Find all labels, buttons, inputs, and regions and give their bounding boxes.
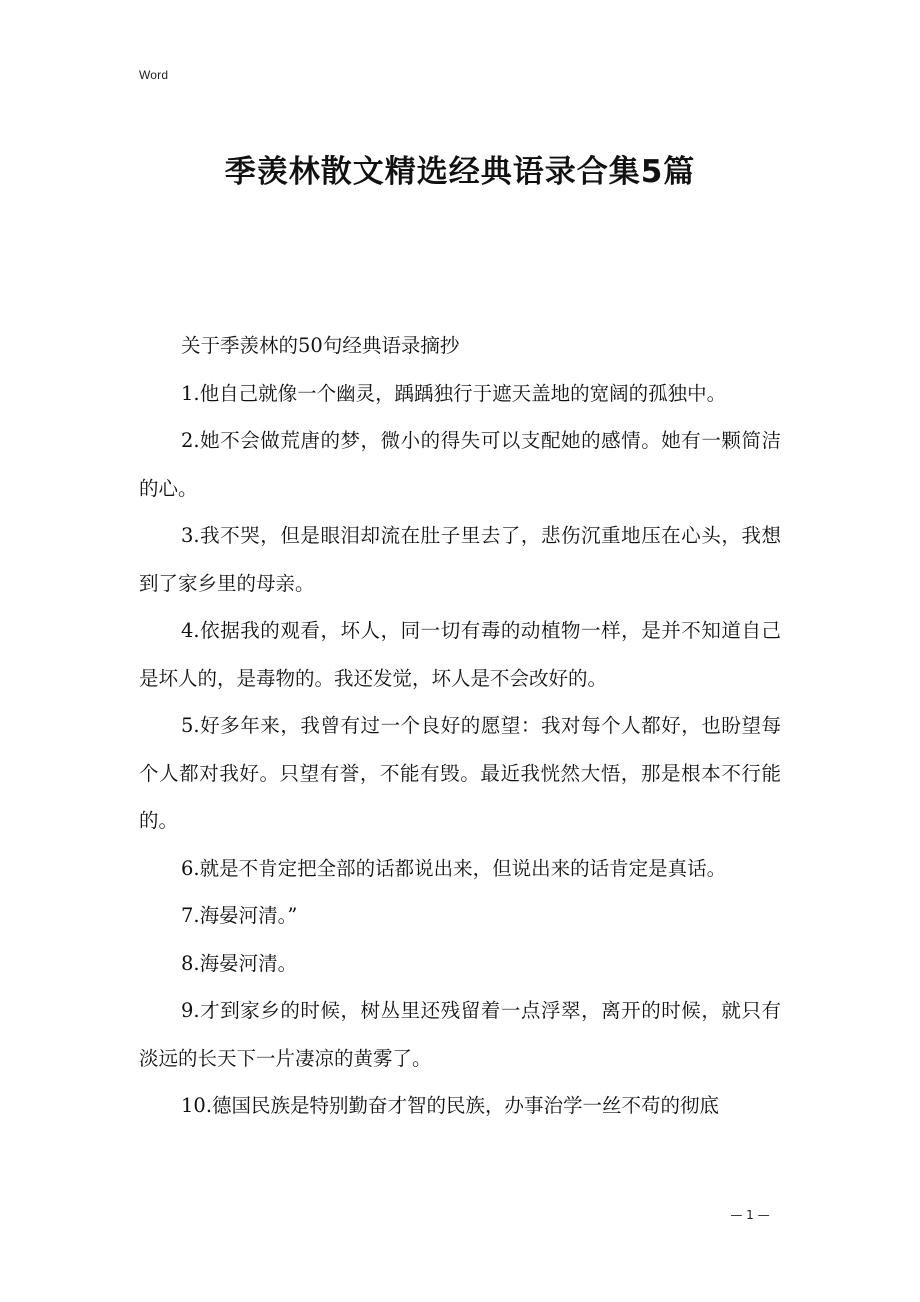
paragraph-quote-1: 1.他自己就像一个幽灵，踽踽独行于遮天盖地的宽阔的孤独中。 (181, 381, 727, 405)
paragraph-quote-9: 9.才到家乡的时候，树丛里还残留着一点浮翠，离开的时候，就只有淡远的长天下一片凄凉的黄雾了。 (139, 999, 781, 1070)
paragraph-quote-5: 5.好多年来，我曾有过一个良好的愿望：我对每个人都好，也盼望每个人都对我好。只望有誉，不能有毁。最近我恍然大悟，那是根本不行能的。 (139, 714, 781, 832)
paragraph-quote-7: 7.海晏河清。” (181, 904, 298, 927)
paragraph-quote-10: 10.德国民族是特别勤奋才智的民族，办事治学一丝不苟的彻底 (181, 1094, 720, 1117)
header-label: Word (139, 68, 169, 82)
paragraph-quote-3: 3.我不哭，但是眼泪却流在肚子里去了，悲伤沉重地压在心头，我想到了家乡里的母亲。 (139, 524, 781, 595)
document-body (139, 322, 781, 1130)
paragraph-intro: 关于季羡林的50句经典语录摘抄 (181, 334, 460, 357)
paragraph-quote-8: 8.海晏河清。 (181, 951, 298, 975)
paragraph-quote-6: 6.就是不肯定把全部的话都说出来，但说出来的话肯定是真话。 (181, 856, 727, 880)
document-title: 季羡林散文精选经典语录合集5篇 (224, 154, 696, 190)
paragraph-quote-2: 2.她不会做荒唐的梦，微小的得失可以支配她的感情。她有一颗简洁的心。 (139, 429, 781, 500)
page-number: — 1 — (730, 1208, 770, 1222)
paragraph-quote-4: 4.依据我的观看，坏人，同一切有毒的动植物一样，是并不知道自己是坏人的，是毒物的。我还发觉，坏人是不会改好的。 (139, 619, 781, 690)
